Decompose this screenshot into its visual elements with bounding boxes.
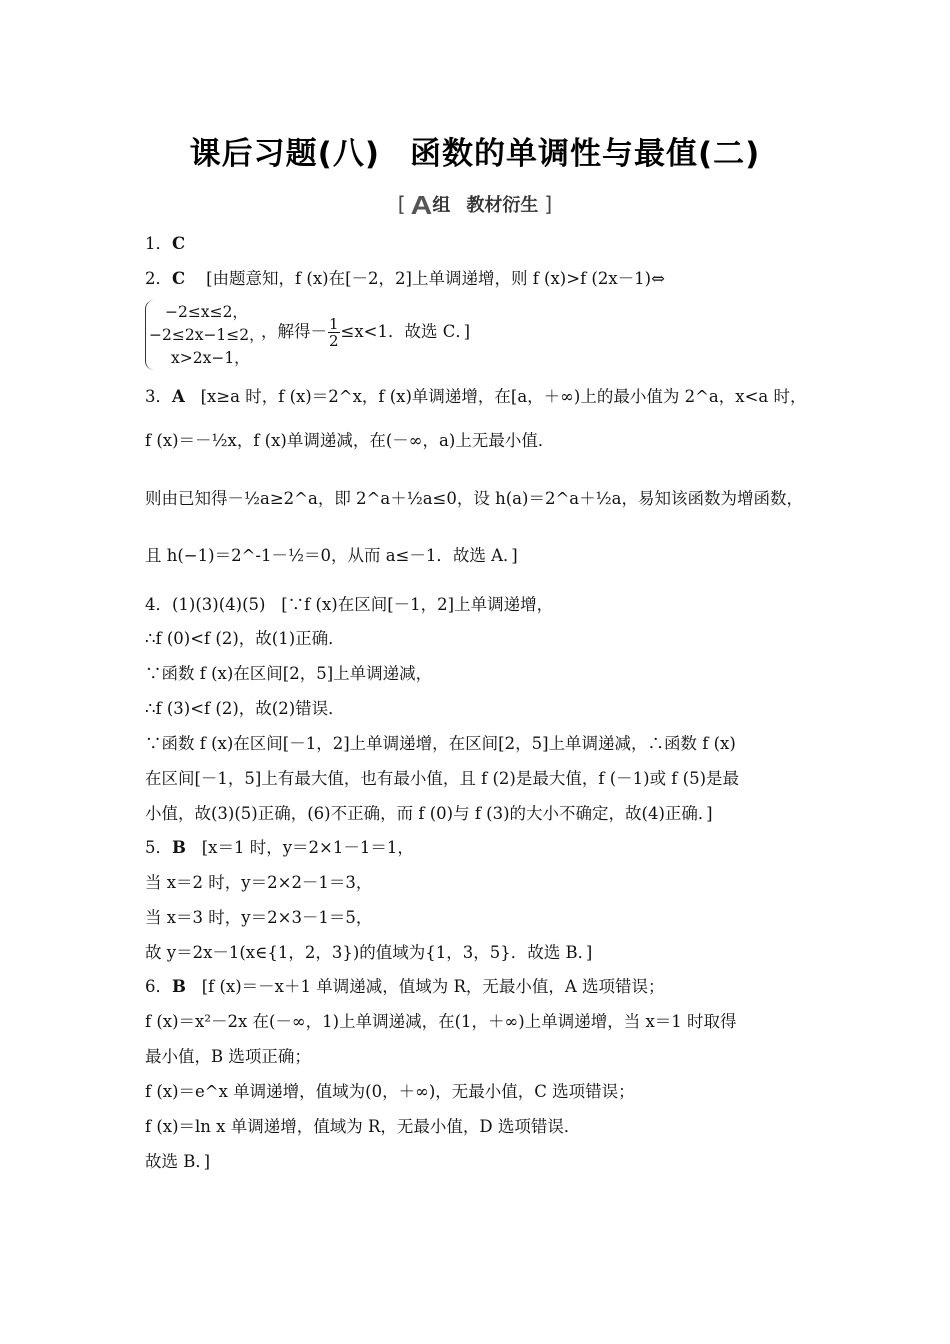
answer-4-line-6: 在区间[－1，5]上有最大值，也有最小值，且 f (2)是最大值，f (－1)或 f (5)是最	[145, 769, 740, 788]
fraction	[328, 316, 340, 349]
answer-5-line-4: 故 y＝2x－1(x∈{1，2，3})的值域为{1，3，5}．故选 B．]	[145, 943, 593, 962]
answer-5-line-3: 当 x＝3 时，y＝2×3－1＝5，	[145, 908, 373, 927]
answer-4-line-2: ∴f (0)<f (2)，故(1)正确．	[145, 629, 345, 648]
bracket-close: ]	[544, 192, 553, 216]
case-row-3: x>2x−1，	[171, 349, 250, 367]
answer-1	[145, 233, 185, 255]
answer-6-line-1	[145, 976, 665, 998]
answer-choice: C	[172, 234, 186, 253]
answer-choice: C	[172, 269, 186, 288]
answer-2-line-1	[145, 268, 665, 290]
section-header	[0, 190, 950, 221]
answer-choice: A	[172, 387, 185, 406]
answer-number: 4．	[145, 595, 172, 614]
answer-6-line-5: f (x)＝ln x 单调递增，值域为 R，无最小值，D 选项错误．	[145, 1117, 581, 1136]
answer-text: [f (x)＝－x＋1 单调递减，值域为 R，无最小值，A 选项错误；	[201, 977, 665, 996]
answer-6-line-4: f (x)＝e^x 单调递增，值域为(0，＋∞)，无最小值，C 选项错误；	[145, 1082, 635, 1101]
answer-number: 5．	[145, 838, 172, 857]
answer-5-line-2: 当 x＝2 时，y＝2×2－1＝3，	[145, 873, 373, 892]
answer-choice: (1)(3)(4)(5)	[172, 595, 266, 614]
bracket-open: [	[397, 192, 406, 216]
answer-2-solution	[261, 316, 470, 349]
answer-3-line-1	[145, 386, 806, 408]
answer-number: 6．	[145, 977, 172, 996]
answer-text: ，解得－	[261, 322, 327, 341]
title-lesson: 课后习题(八)	[189, 136, 380, 172]
answer-4-line-5: ∵函数 f (x)在区间[－1，2]上单调递增，在区间[2，5]上单调递减，∴函数 f (x)	[145, 734, 736, 753]
answer-6-line-6: 故选 B．]	[145, 1152, 211, 1171]
answer-3-line-4: 且 h(−1)＝2^-1－½＝0，从而 a≤－1．故选 A．]	[145, 546, 518, 565]
answer-choice: B	[172, 977, 186, 996]
title-topic: 函数的单调性与最值(二)	[410, 136, 761, 172]
answer-4-line-7: 小值，故(3)(5)正确，(6)不正确，而 f (0)与 f (3)的大小不确定，故(4)正确．]	[145, 804, 713, 823]
answer-text: ≤x<1．故选 C．]	[340, 322, 471, 341]
numerator: 1	[329, 315, 339, 333]
answer-6-line-3: 最小值，B 选项正确；	[145, 1047, 311, 1066]
answer-4-line-3: ∵函数 f (x)在区间[2，5]上单调递减，	[145, 664, 433, 683]
answer-text: [∵f (x)在区间[－1，2]上单调递增，	[281, 595, 554, 614]
group-label: 组	[432, 195, 451, 216]
answer-5-line-1	[145, 837, 414, 859]
case-row-2: −2≤2x−1≤2，	[149, 326, 265, 344]
answer-4-line-1	[145, 594, 553, 616]
answer-text: [由题意知，f (x)在[－2，2]上单调递增，则 f (x)>f (2x－1)⇔	[206, 269, 665, 288]
case-row-1: −2≤x≤2，	[165, 303, 248, 321]
answer-choice: B	[172, 838, 186, 857]
page-title	[0, 128, 950, 173]
answer-text: [x＝1 时，y＝2×1－1＝1，	[201, 838, 414, 857]
section-name: 教材衍生	[466, 195, 539, 216]
answer-3-line-3: 则由已知得－½a≥2^a，即 2^a＋½a≤0，设 h(a)＝2^a＋½a，易知该函数为增函数，	[145, 489, 803, 508]
denominator: 2	[329, 332, 339, 350]
answer-number: 1．	[145, 234, 172, 253]
answer-number: 3．	[145, 387, 172, 406]
answer-text: [x≥a 时，f (x)＝2^x，f (x)单调递增，在[a，＋∞)上的最小值为 2^a，x<a 时，	[200, 387, 807, 406]
answer-3-line-2: f (x)＝－½x，f (x)单调递减，在(－∞，a)上无最小值．	[145, 431, 555, 450]
answer-4-line-4: ∴f (3)<f (2)，故(2)错误．	[145, 699, 345, 718]
answer-number: 2．	[145, 269, 172, 288]
group-a-badge-icon: A	[410, 190, 432, 220]
answer-6-line-2: f (x)＝x²－2x 在(－∞，1)上单调递减，在(1，＋∞)上单调递增，当 x＝1 时取得	[145, 1012, 737, 1031]
